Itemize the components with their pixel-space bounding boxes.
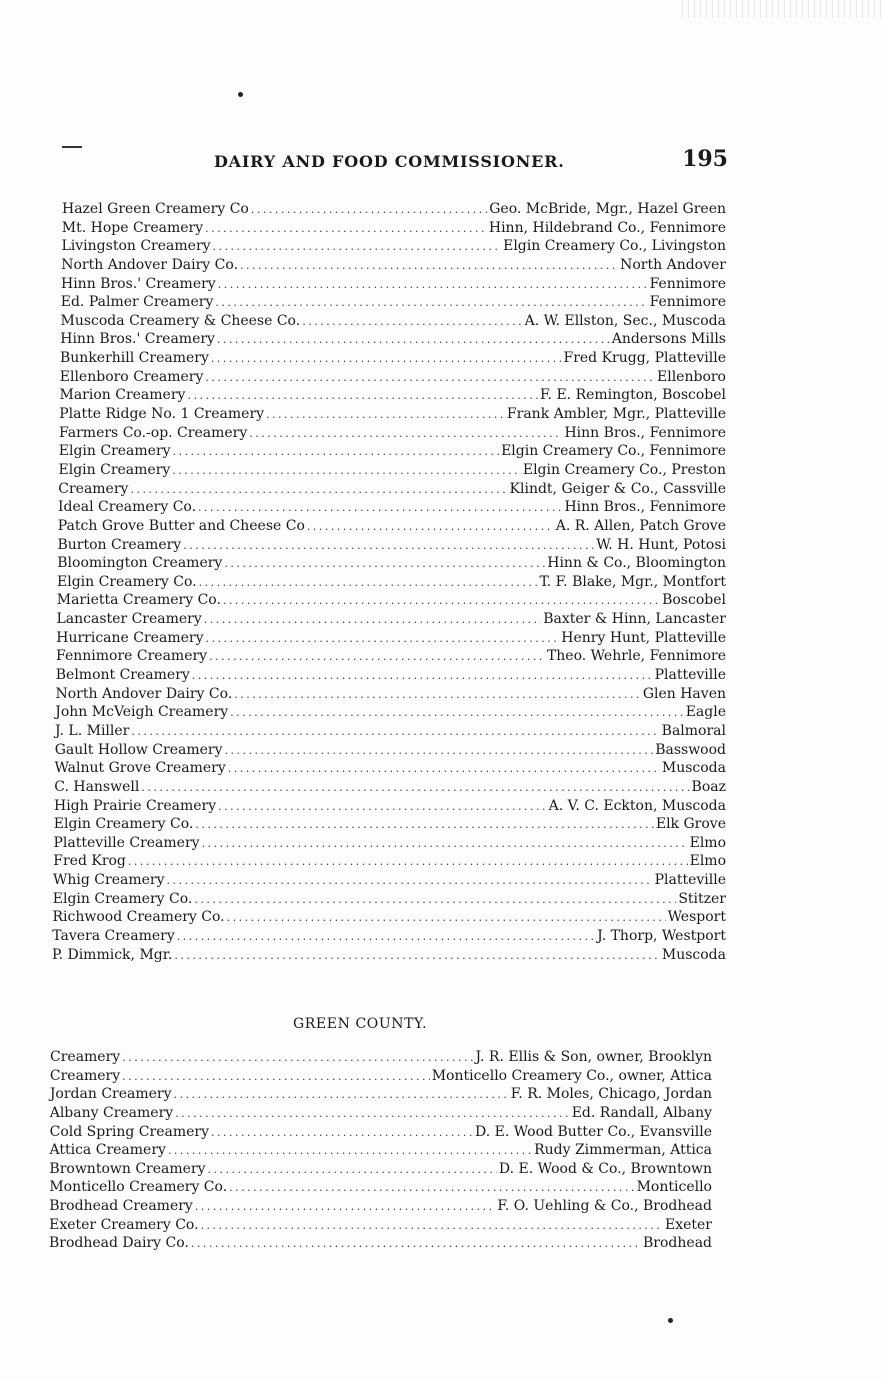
dot-leader xyxy=(223,592,660,611)
dot-leader xyxy=(183,537,594,556)
entry-operator-location: Muscoda xyxy=(661,760,726,777)
dot-leader xyxy=(208,1161,497,1180)
entry-operator-location: Elmo xyxy=(689,853,726,870)
list-item xyxy=(58,480,726,499)
entry-name: Fred Krog xyxy=(53,853,126,870)
entry-operator-location: Elgin Creamery Co., Preston xyxy=(522,461,726,478)
list-item xyxy=(50,1141,713,1160)
list-item xyxy=(52,946,726,965)
section-heading: GREEN COUNTY. xyxy=(293,1016,428,1032)
entry-name: North Andover Dairy Co. xyxy=(61,256,239,273)
dot-leader xyxy=(217,331,610,350)
entry-name: Patch Grove Butter and Cheese Co xyxy=(57,517,305,534)
page-title: DAIRY AND FOOD COMMISSIONER. xyxy=(214,152,565,171)
dot-leader xyxy=(201,1217,663,1236)
entry-name: Burton Creamery xyxy=(57,536,182,553)
entry-name: Brodhead Creamery xyxy=(49,1198,193,1215)
entry-operator-location: F. E. Remington, Boscobel xyxy=(540,387,726,404)
entry-name: Gault Hollow Creamery xyxy=(54,741,223,758)
page-number: 195 xyxy=(682,146,728,172)
entry-operator-location: Platteville xyxy=(654,667,726,684)
entry-name: Hazel Green Creamery Co xyxy=(62,201,249,217)
list-item xyxy=(61,275,726,294)
dot-leader xyxy=(213,238,502,257)
entry-operator-location: Platteville xyxy=(654,872,726,889)
dot-leader xyxy=(229,1179,634,1198)
entry-name: Attica Creamery xyxy=(49,1142,166,1159)
dot-leader xyxy=(192,667,653,686)
ink-speck xyxy=(238,92,243,97)
entry-name: North Andover Dairy Co. xyxy=(55,685,233,702)
entry-operator-location: Fred Krugg, Platteville xyxy=(563,350,726,367)
dot-leader xyxy=(130,481,507,500)
entry-name: P. Dimmick, Mgr. xyxy=(52,946,173,963)
dot-leader xyxy=(204,611,541,630)
entry-operator-location: Theo. Wehrle, Fennimore xyxy=(546,648,726,665)
entry-name: Jordan Creamery xyxy=(49,1086,172,1103)
list-item xyxy=(53,871,726,890)
entry-operator-location: J. R. Ellis & Son, owner, Brooklyn xyxy=(475,1049,712,1065)
dot-leader xyxy=(141,779,689,798)
list-item xyxy=(60,386,727,405)
dot-leader xyxy=(205,369,655,388)
entry-operator-location: Brodhead xyxy=(643,1235,712,1252)
list-item xyxy=(55,759,727,778)
dot-leader xyxy=(167,872,653,891)
entry-name: Muscoda Creamery & Cheese Co. xyxy=(60,312,301,329)
entry-operator-location: A. R. Allen, Patch Grove xyxy=(555,517,726,534)
list-item xyxy=(55,741,726,760)
list-item xyxy=(49,1234,712,1253)
green-county-list xyxy=(50,1048,712,1253)
entry-name: Livingston Creamery xyxy=(61,238,211,255)
entry-operator-location: Hinn Bros., Fennimore xyxy=(564,499,726,516)
dot-leader xyxy=(228,760,660,779)
entry-name: Creamery xyxy=(50,1049,121,1065)
entry-operator-location: Fennimore xyxy=(649,275,726,292)
entry-name: John McVeigh Creamery xyxy=(55,704,229,721)
entry-operator-location: D. E. Wood Butter Co., Evansville xyxy=(475,1123,712,1140)
list-item xyxy=(59,461,727,480)
entry-operator-location: Stitzer xyxy=(678,890,726,907)
dot-leader xyxy=(128,853,688,872)
list-item xyxy=(58,498,726,517)
entry-name: Platte Ridge No. 1 Creamery xyxy=(59,406,265,423)
entry-name: Elgin Creamery Co. xyxy=(52,890,193,907)
entry-name: Fennimore Creamery xyxy=(56,648,208,665)
list-item xyxy=(57,591,726,610)
entry-operator-location: North Andover xyxy=(620,256,726,273)
entry-name: J. L. Miller xyxy=(55,722,130,739)
list-item xyxy=(56,685,727,704)
entry-operator-location: Hinn, Hildebrand Co., Fennimore xyxy=(488,219,726,236)
entry-name: Richwood Creamery Co. xyxy=(52,909,225,926)
dot-leader xyxy=(195,1198,496,1217)
entry-name: Marietta Creamery Co. xyxy=(56,592,221,609)
list-item xyxy=(50,1048,712,1067)
dot-leader xyxy=(195,816,654,835)
entry-operator-location: Ed. Randall, Albany xyxy=(571,1104,712,1121)
list-item xyxy=(57,554,726,573)
list-item xyxy=(53,908,727,927)
entry-name: Hinn Bros.' Creamery xyxy=(60,331,215,348)
dot-leader xyxy=(227,909,666,928)
list-item xyxy=(62,219,726,238)
entry-name: Bunkerhill Creamery xyxy=(60,350,209,367)
entry-operator-location: Muscoda xyxy=(661,946,726,963)
entry-operator-location: Basswood xyxy=(655,741,726,758)
dot-leader xyxy=(251,201,487,220)
entry-operator-location: F. R. Moles, Chicago, Jordan xyxy=(510,1086,712,1103)
dot-leader xyxy=(199,574,538,593)
entry-operator-location: Geo. McBride, Mgr., Hazel Green xyxy=(489,201,726,217)
entry-name: Creamery xyxy=(49,1067,121,1084)
creamery-list xyxy=(52,200,726,964)
entry-operator-location: Exeter xyxy=(664,1216,712,1233)
list-item xyxy=(54,815,726,834)
entry-operator-location: Hinn Bros., Fennimore xyxy=(564,424,726,441)
list-item xyxy=(50,1085,712,1104)
dot-leader xyxy=(218,798,547,817)
dot-leader xyxy=(205,630,559,649)
entry-operator-location: T. F. Blake, Mgr., Montfort xyxy=(539,573,726,590)
entry-name: Farmers Co.-op. Creamery xyxy=(59,424,248,441)
dot-leader xyxy=(225,742,654,761)
entry-operator-location: Rudy Zimmerman, Attica xyxy=(534,1142,712,1159)
entry-operator-location: Glen Haven xyxy=(642,685,726,702)
list-item xyxy=(59,405,726,424)
list-item xyxy=(57,610,727,629)
list-item xyxy=(56,647,726,666)
list-item xyxy=(62,237,727,256)
list-item xyxy=(54,778,726,797)
list-item xyxy=(55,703,726,722)
entry-name: Elgin Creamery Co. xyxy=(53,816,194,833)
entry-operator-location: Boscobel xyxy=(662,592,726,609)
entry-operator-location: A. W. Ellston, Sec., Muscoda xyxy=(524,312,726,329)
entry-operator-location: Henry Hunt, Platteville xyxy=(561,629,726,646)
list-item xyxy=(61,256,726,275)
list-item xyxy=(49,1197,712,1216)
entry-name: Belmont Creamery xyxy=(55,667,190,684)
entry-name: Platteville Creamery xyxy=(53,834,200,851)
list-item xyxy=(54,834,727,853)
list-item xyxy=(55,722,726,741)
dot-leader xyxy=(202,835,688,854)
dot-leader xyxy=(209,648,545,667)
entry-operator-location: Hinn & Co., Bloomington xyxy=(547,555,726,572)
entry-operator-location: Balmoral xyxy=(661,722,726,739)
entry-operator-location: D. E. Wood & Co., Browntown xyxy=(498,1160,712,1177)
entry-name: Lancaster Creamery xyxy=(56,611,202,628)
entry-name: Browntown Creamery xyxy=(49,1160,206,1177)
entry-name: Ed. Palmer Creamery xyxy=(60,294,214,311)
entry-operator-location: Boaz xyxy=(691,778,726,795)
list-item xyxy=(49,1178,712,1197)
dot-leader xyxy=(224,555,545,574)
dot-leader xyxy=(218,276,648,295)
list-item xyxy=(54,797,726,816)
entry-operator-location: Baxter & Hinn, Lancaster xyxy=(543,611,726,628)
dot-leader xyxy=(205,220,487,239)
dot-leader xyxy=(266,406,505,425)
entry-name: Marion Creamery xyxy=(59,387,186,404)
list-item xyxy=(53,890,726,909)
dot-leader xyxy=(211,350,562,369)
list-item xyxy=(58,517,726,536)
list-item xyxy=(61,312,727,331)
list-item xyxy=(52,927,726,946)
list-item xyxy=(50,1123,712,1142)
entry-name: Creamery xyxy=(58,480,129,497)
entry-operator-location: Klindt, Geiger & Co., Cassville xyxy=(509,480,726,497)
list-item xyxy=(59,442,726,461)
entry-name: Ellenboro Creamery xyxy=(59,368,204,385)
entry-name: Walnut Grove Creamery xyxy=(54,760,226,777)
entry-operator-location: Elgin Creamery Co., Livingston xyxy=(503,238,726,255)
entry-name: Elgin Creamery Co. xyxy=(57,573,197,590)
entry-operator-location: F. O. Uehling & Co., Brodhead xyxy=(497,1198,712,1215)
dot-leader xyxy=(131,723,659,742)
dot-leader xyxy=(173,443,500,462)
list-item xyxy=(60,368,726,387)
dot-leader xyxy=(215,294,647,313)
dot-leader xyxy=(240,257,618,276)
dot-leader xyxy=(175,1105,570,1124)
entry-name: Whig Creamery xyxy=(53,872,165,889)
entry-operator-location: Fennimore xyxy=(649,294,726,311)
list-item xyxy=(62,200,726,219)
entry-name: Cold Spring Creamery xyxy=(49,1123,209,1140)
list-item xyxy=(60,349,726,368)
list-item xyxy=(56,666,726,685)
running-header xyxy=(180,146,728,180)
entry-operator-location: Elk Grove xyxy=(655,816,726,833)
entry-operator-location: Andersons Mills xyxy=(611,331,726,348)
entry-operator-location: Elgin Creamery Co., Fennimore xyxy=(501,443,726,460)
dot-leader xyxy=(307,518,554,537)
entry-operator-location: Eagle xyxy=(685,704,726,721)
dot-leader xyxy=(198,499,562,518)
list-item xyxy=(59,424,726,443)
dot-leader xyxy=(172,462,521,481)
dot-leader xyxy=(168,1142,532,1161)
entry-name: Mt. Hope Creamery xyxy=(61,219,204,236)
entry-name: Hurricane Creamery xyxy=(56,629,204,646)
dot-leader xyxy=(174,947,660,966)
list-item xyxy=(50,1067,712,1086)
list-item xyxy=(61,293,726,312)
dot-leader xyxy=(194,891,676,910)
list-item xyxy=(53,852,726,871)
entry-operator-location: A. V. C. Eckton, Muscoda xyxy=(548,797,726,814)
entry-name: Ideal Creamery Co. xyxy=(58,499,197,516)
entry-name: C. Hanswell xyxy=(54,778,140,795)
list-item xyxy=(49,1160,712,1179)
entry-name: Tavera Creamery xyxy=(52,927,175,944)
entry-operator-location: Wesport xyxy=(667,909,726,926)
list-item xyxy=(60,330,726,349)
ink-speck xyxy=(668,1318,673,1323)
entry-operator-location: Ellenboro xyxy=(657,368,726,385)
entry-name: Elgin Creamery xyxy=(58,461,171,478)
dot-leader xyxy=(177,928,595,947)
margin-mark xyxy=(62,146,82,148)
entry-operator-location: Elmo xyxy=(689,834,726,851)
entry-operator-location: Frank Ambler, Mgr., Platteville xyxy=(506,406,726,423)
list-item xyxy=(57,573,726,592)
dot-leader xyxy=(174,1086,509,1105)
entry-operator-location: Monticello Creamery Co., owner, Attica xyxy=(431,1067,712,1084)
entry-operator-location: Monticello xyxy=(636,1179,712,1196)
dot-leader xyxy=(191,1235,641,1254)
entry-name: Monticello Creamery Co. xyxy=(49,1179,228,1196)
entry-name: Brodhead Dairy Co. xyxy=(49,1235,189,1252)
list-item xyxy=(58,536,727,555)
dot-leader xyxy=(249,425,562,444)
dot-leader xyxy=(187,387,538,406)
entry-operator-location: W. H. Hunt, Potosi xyxy=(596,536,726,553)
dot-leader xyxy=(122,1068,430,1087)
dot-leader xyxy=(234,686,641,705)
entry-name: Hinn Bros.' Creamery xyxy=(61,275,216,292)
list-item xyxy=(49,1216,712,1235)
dot-leader xyxy=(211,1124,473,1143)
dot-leader xyxy=(230,704,684,723)
list-item xyxy=(50,1104,712,1123)
entry-name: Bloomington Creamery xyxy=(57,555,223,572)
list-item xyxy=(56,629,726,648)
entry-name: Elgin Creamery xyxy=(58,443,171,460)
scan-noise xyxy=(682,0,882,18)
dot-leader xyxy=(302,313,522,332)
entry-name: Exeter Creamery Co. xyxy=(49,1216,199,1233)
entry-operator-location: J. Thorp, Westport xyxy=(597,927,726,944)
entry-name: High Prairie Creamery xyxy=(54,797,217,814)
entry-name: Albany Creamery xyxy=(49,1104,174,1121)
dot-leader xyxy=(122,1049,473,1068)
